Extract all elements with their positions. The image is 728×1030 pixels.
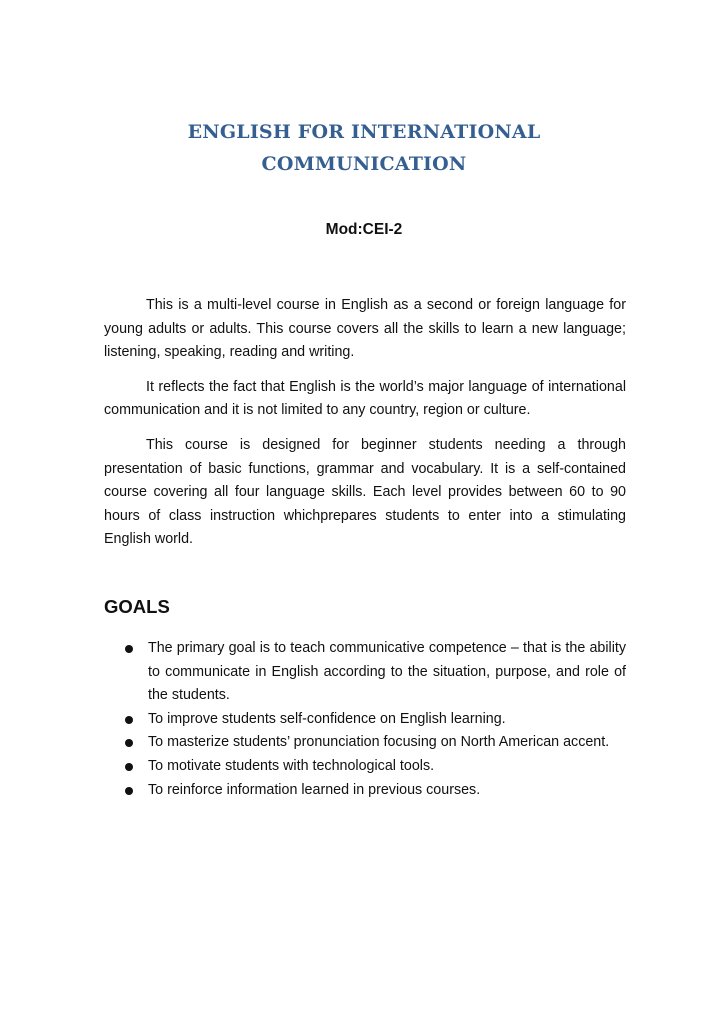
intro-section — [104, 294, 626, 563]
title-line-1: ENGLISH FOR INTERNATIONAL — [187, 121, 541, 143]
paragraph: This course is designed for beginner students needing a through presentation of basic functions, grammar and vocabulary. It is a self-contained course covering all four language skills. Each level provides between 60 to 90 hours of class instruction whichprepares students to enter into a stimulating English world. — [104, 436, 626, 548]
goal-item — [104, 779, 626, 803]
title-line-2: COMMUNICATION — [261, 153, 467, 175]
goal-text: The primary goal is to teach communicative competence – that is the ability to communicate in English according to the situation, purpose, and role of the students. — [148, 640, 626, 704]
goal-text: To motivate students with technological tools. — [148, 757, 435, 774]
module-code: Mod:CEI-2 — [325, 221, 403, 238]
bullet-icon — [125, 787, 133, 795]
bullet-icon — [125, 739, 133, 747]
bullet-icon — [125, 763, 133, 771]
goals-list — [104, 637, 626, 802]
bullet-icon — [125, 716, 133, 724]
goal-text: To masterize students’ pronunciation focusing on North American accent. — [148, 734, 610, 751]
goal-text: To improve students self-confidence on English learning. — [148, 710, 506, 727]
goals-heading: GOALS — [104, 596, 170, 617]
goal-item — [104, 731, 626, 755]
paragraph: It reflects the fact that English is the world’s major language of international communication and it is not limited to any country, region or culture. — [104, 378, 626, 419]
goal-text: To reinforce information learned in previous courses. — [148, 781, 481, 798]
goal-item — [104, 708, 626, 732]
goal-item — [104, 755, 626, 779]
document-title — [104, 116, 624, 180]
goal-item — [104, 637, 626, 708]
bullet-icon — [125, 645, 133, 653]
paragraph: This is a multi-level course in English as a second or foreign language for young adults or adults. This course covers all the skills to learn a new language; listening, speaking, reading and writing. — [104, 297, 626, 361]
